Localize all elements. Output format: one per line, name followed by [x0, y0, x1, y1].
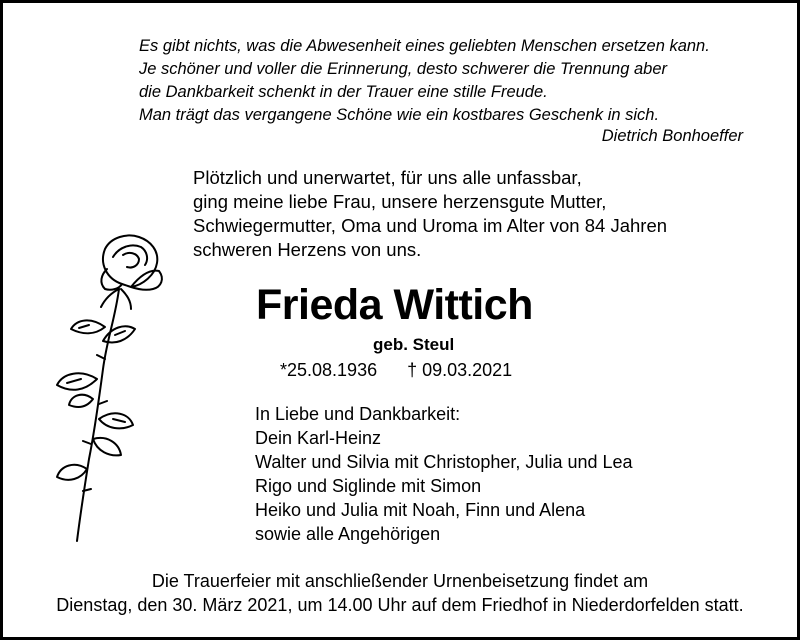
death-date: † 09.03.2021 [407, 360, 513, 380]
mourners-list [255, 402, 633, 546]
intro-line: ging meine liebe Frau, unsere herzensgute Mutter, [193, 191, 607, 212]
funeral-ceremony-info [3, 569, 797, 617]
birth-name: geb. Steul [373, 335, 455, 354]
quote-line: Es gibt nichts, was die Abwesenheit eines geliebten Menschen ersetzen kann. [139, 37, 710, 55]
bonhoeffer-quote [139, 35, 779, 127]
deceased-name: Frieda Wittich [256, 281, 533, 329]
mourner-line: In Liebe und Dankbarkeit: [255, 404, 461, 424]
ceremony-line: Die Trauerfeier mit anschließender Urnenbeisetzung findet am [151, 571, 649, 591]
quote-line: Je schöner und voller die Erinnerung, desto schwerer die Trennung aber [139, 60, 667, 78]
mourner-line: Rigo und Siglinde mit Simon [255, 476, 482, 496]
intro-line: schweren Herzens von uns. [193, 239, 422, 260]
rose-icon [27, 229, 177, 549]
quote-line: die Dankbarkeit schenkt in der Trauer eine stille Freude. [139, 83, 548, 101]
mourner-line: sowie alle Angehörigen [255, 524, 441, 544]
mourner-line: Dein Karl-Heinz [255, 428, 382, 448]
intro-text [193, 166, 667, 262]
mourner-line: Heiko und Julia mit Noah, Finn und Alena [255, 500, 586, 520]
quote-line: Man trägt das vergangene Schöne wie ein kostbares Geschenk in sich. [139, 106, 660, 124]
mourner-line: Walter und Silvia mit Christopher, Julia und Lea [255, 452, 633, 472]
intro-line: Schwiegermutter, Oma und Uroma im Alter von 84 Jahren [193, 215, 668, 236]
birth-date: *25.08.1936 [280, 360, 378, 380]
ceremony-line: Dienstag, den 30. März 2021, um 14.00 Uhr auf dem Friedhof in Niederdorfelden statt. [56, 595, 744, 615]
quote-author: Dietrich Bonhoeffer [601, 127, 743, 145]
life-dates [280, 360, 512, 381]
intro-line: Plötzlich und unerwartet, für uns alle unfassbar, [193, 167, 582, 188]
